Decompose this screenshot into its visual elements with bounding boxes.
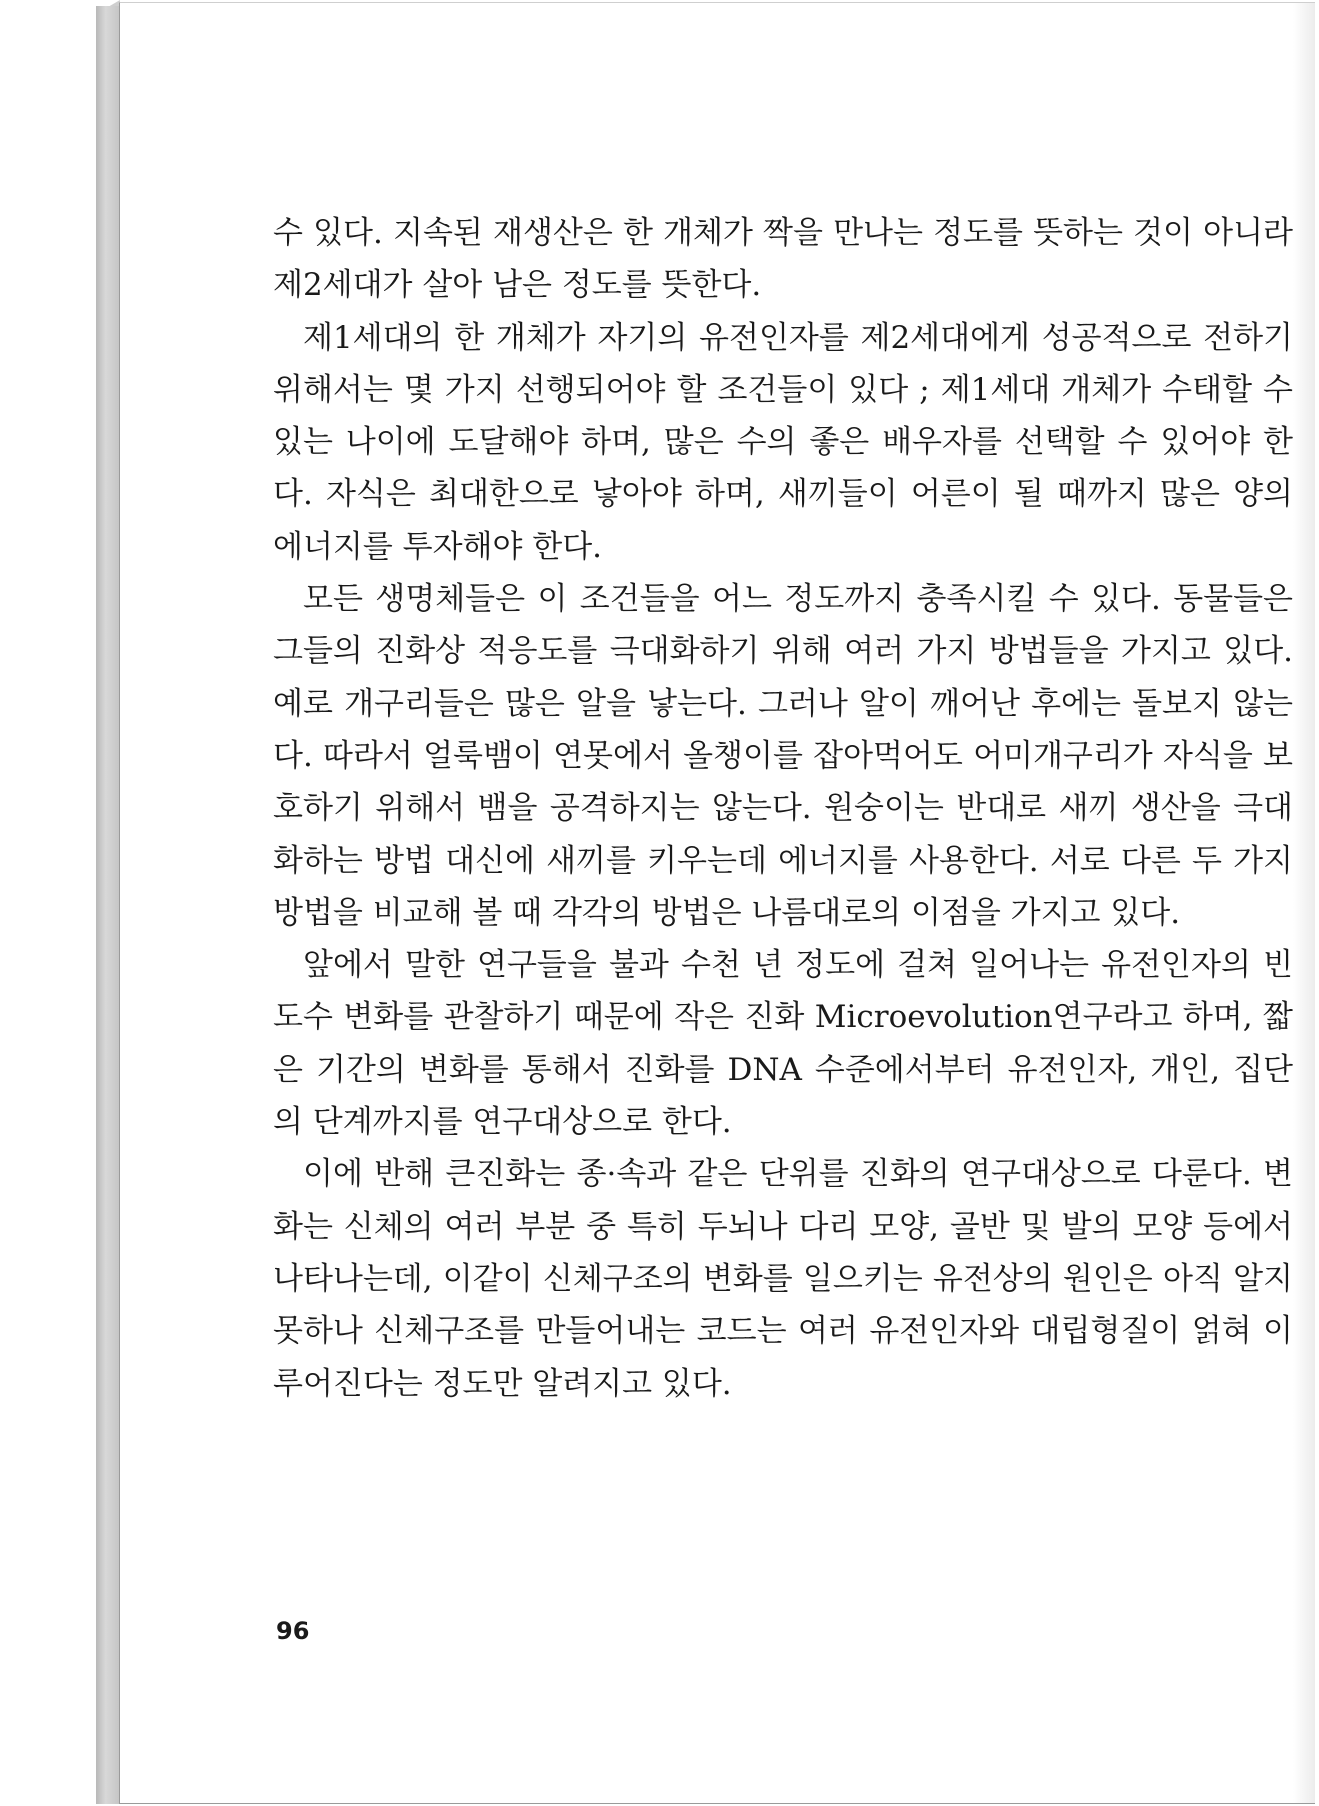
paragraph-3: 모든 생명체들은 이 조건들을 어느 정도까지 충족시킬 수 있다. 동물들은 그들의 진화상 적응도를 극대화하기 위해 여러 가지 방법들을 가지고 있다. 예로 개구리들은 많은 알을 낳는다. 그러나 알이 깨어난 후에는 돌보지 않는다. 따라서 얼룩뱀이 연못에서 올챙이를 잡아먹어도 어미개구리가 자식을 보호하기 위해서 뱀을 공격하지는 않는다. 원숭이는 반대로 새끼 생산을 극대화하는 방법 대신에 새끼를 키우는데 에너지를 사용한다. 서로 다른 두 가지 방법을 비교해 볼 때 각각의 방법은 나름대로의 이점을 가지고 있다. <box>273 581 1293 931</box>
paragraph-4: 앞에서 말한 연구들을 불과 수천 년 정도에 걸쳐 일어나는 유전인자의 빈도수 변화를 관찰하기 때문에 작은 진화 Microevolution연구라고 하며, 짧은 기간의 변화를 통해서 진화를 DNA 수준에서부터 유전인자, 개인, 집단의 단계까지를 연구대상으로 한다. <box>273 947 1293 1141</box>
paragraph-1: 수 있다. 지속된 재생산은 한 개체가 짝을 만나는 정도를 뜻하는 것이 아니라 제2세대가 살아 남은 정도를 뜻한다. <box>273 215 1293 304</box>
page-edge-shadow <box>1293 3 1315 1803</box>
paragraph-5: 이에 반해 큰진화는 종·속과 같은 단위를 진화의 연구대상으로 다룬다. 변화는 신체의 여러 부분 중 특히 두뇌나 다리 모양, 골반 및 발의 모양 등에서 나타나는데, 이같이 신체구조의 변화를 일으키는 유전상의 원인은 아직 알지 못하나 신체구조를 만들어내는 코드는 여러 유전인자와 대립형질이 얽혀 이루어진다는 정도만 알려지고 있다. <box>273 1156 1293 1402</box>
book-spine <box>96 6 120 1804</box>
paragraph-2: 제1세대의 한 개체가 자기의 유전인자를 제2세대에게 성공적으로 전하기 위해서는 몇 가지 선행되어야 할 조건들이 있다 ; 제1세대 개체가 수태할 수 있는 나이에 도달해야 하며, 많은 수의 좋은 배우자를 선택할 수 있어야 한다. 자식은 최대한으로 낳아야 하며, 새끼들이 어른이 될 때까지 많은 양의 에너지를 투자해야 한다. <box>273 319 1293 565</box>
book-page <box>119 2 1315 1804</box>
page-body-text <box>273 207 1293 1410</box>
page-number: 96 <box>276 1617 310 1645</box>
